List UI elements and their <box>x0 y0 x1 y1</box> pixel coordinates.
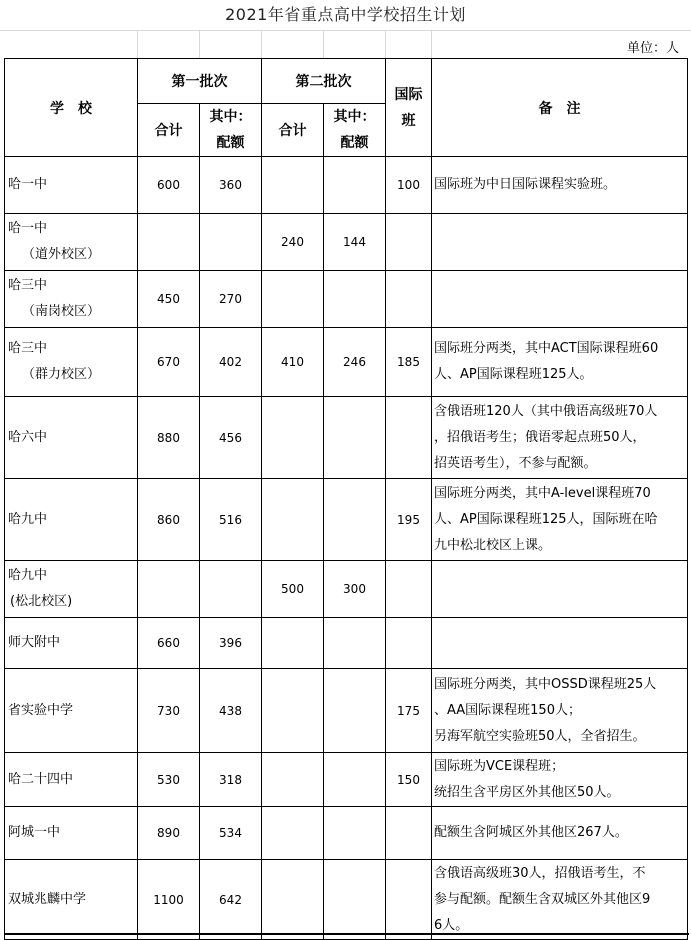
table-row <box>5 157 688 214</box>
table-row <box>5 328 688 397</box>
cell-b1-quota: 396 <box>200 618 262 669</box>
remarks-cell <box>432 860 688 940</box>
cell-b2-quota: 246 <box>324 328 386 397</box>
cell-intl <box>386 860 432 940</box>
school-campus: （群力校区） <box>22 367 101 382</box>
header-b2-total: 合计 <box>262 104 324 157</box>
cell-b1-quota: 318 <box>200 753 262 807</box>
remarks-cell <box>432 397 688 479</box>
school-cell <box>5 807 138 860</box>
cell-b2-quota: 300 <box>324 561 386 618</box>
remarks-line: 国际班为中日国际课程实验班。 <box>434 177 617 192</box>
remarks-line: 国际班分两类，其中OSSD课程班25人 <box>434 676 657 692</box>
grid-cell <box>137 30 200 58</box>
remarks-line: 参与配额。配额生含双城区外其他区9 <box>434 891 651 907</box>
cell-b2-total: 410 <box>262 328 324 397</box>
school-cell <box>5 214 138 271</box>
remarks-line: 含俄语高级班30人，招俄语考生，不 <box>434 865 646 881</box>
header-intl-line2: 班 <box>401 112 416 129</box>
school-cell <box>5 479 138 561</box>
cell-b2-quota <box>324 669 386 753</box>
cell-b2-quota: 144 <box>324 214 386 271</box>
grid-cell <box>323 30 386 58</box>
cell-intl: 150 <box>386 753 432 807</box>
cell-b2-total <box>262 860 324 940</box>
cell-b1-quota <box>200 561 262 618</box>
header-batch2: 第二批次 <box>262 59 386 104</box>
cell-b2-total <box>262 271 324 328</box>
cell-b1-total: 660 <box>138 618 200 669</box>
cell-b2-total: 240 <box>262 214 324 271</box>
remarks-line: 含俄语班120人（其中俄语高级班70人 <box>434 403 658 419</box>
cell-b2-total <box>262 618 324 669</box>
table-row <box>5 214 688 271</box>
cell-b2-total: 500 <box>262 561 324 618</box>
header-intl <box>386 59 432 157</box>
cell-b2-quota <box>324 860 386 940</box>
remarks-cell <box>432 328 688 397</box>
remarks-cell <box>432 479 688 561</box>
school-name: 哈一中 <box>8 221 48 236</box>
title-row <box>0 0 691 31</box>
header-quota-line1: 其中： <box>209 109 252 125</box>
cell-b1-total: 1100 <box>138 860 200 940</box>
remarks-line: 国际班分两类，其中ACT国际课程班60 <box>434 341 659 356</box>
cell-b2-quota <box>324 807 386 860</box>
remarks-cell <box>432 618 688 669</box>
cell-intl <box>386 397 432 479</box>
header-b2-quota <box>324 104 386 157</box>
remarks-cell <box>432 214 688 271</box>
cell-b1-total <box>138 214 200 271</box>
cell-intl <box>386 618 432 669</box>
school-cell <box>5 397 138 479</box>
cell-b1-quota: 360 <box>200 157 262 214</box>
cell-b1-quota: 270 <box>200 271 262 328</box>
school-name: 哈二十四中 <box>8 771 74 787</box>
cell-b2-total <box>262 397 324 479</box>
header-remarks: 备 注 <box>432 59 688 157</box>
cell-b2-total <box>262 157 324 214</box>
remarks-cell <box>432 157 688 214</box>
remarks-cell <box>432 561 688 618</box>
school-cell <box>5 618 138 669</box>
cell-b1-total: 890 <box>138 807 200 860</box>
grid-cell <box>199 30 262 58</box>
school-campus: （南岗校区） <box>22 304 101 319</box>
school-cell <box>5 669 138 753</box>
remarks-cell <box>432 669 688 753</box>
remarks-line: 人、AP国际课程班125人，国际班在哈 <box>434 511 658 527</box>
table-row <box>5 479 688 561</box>
cell-b1-quota: 438 <box>200 669 262 753</box>
school-name: 双城兆麟中学 <box>8 891 87 907</box>
school-name: 省实验中学 <box>8 702 74 718</box>
remarks-line: 6人。 <box>434 917 469 933</box>
header-quota-line1: 其中： <box>333 109 376 125</box>
unit-row <box>0 30 691 58</box>
cell-b2-quota <box>324 271 386 328</box>
cell-b1-total: 600 <box>138 157 200 214</box>
cell-b1-quota: 402 <box>200 328 262 397</box>
table-row <box>5 618 688 669</box>
bottom-border <box>4 933 689 935</box>
table-row <box>5 397 688 479</box>
cell-b1-quota: 642 <box>200 860 262 940</box>
cell-b1-quota: 456 <box>200 397 262 479</box>
grid-cell <box>385 30 432 58</box>
cell-b1-total <box>138 561 200 618</box>
cell-b2-quota <box>324 753 386 807</box>
cell-b1-total: 860 <box>138 479 200 561</box>
header-b1-total: 合计 <box>138 104 200 157</box>
cell-b2-total <box>262 479 324 561</box>
school-name: 哈一中 <box>8 177 48 192</box>
remarks-line: 人、AP国际课程班125人。 <box>434 367 593 382</box>
school-cell <box>5 271 138 328</box>
unit-label: 单位：人 <box>626 41 679 56</box>
remarks-line: 招英语考生），不参与配额。 <box>434 455 597 471</box>
grid-cell <box>261 30 324 58</box>
header-quota-line2: 配额 <box>340 135 369 151</box>
school-cell <box>5 753 138 807</box>
remarks-line: 配额生含阿城区外其他区267人。 <box>434 825 628 840</box>
school-name: 哈九中 <box>8 511 48 527</box>
cell-b2-total <box>262 753 324 807</box>
table-row <box>5 753 688 807</box>
table-row <box>5 807 688 860</box>
remarks-line: 九中松北校区上课。 <box>434 537 552 553</box>
cell-intl: 100 <box>386 157 432 214</box>
header-intl-line1: 国际 <box>394 86 423 103</box>
cell-b1-total: 730 <box>138 669 200 753</box>
cell-b1-total: 880 <box>138 397 200 479</box>
remarks-line: 另海军航空实验班50人，全省招生。 <box>434 728 646 744</box>
header-quota-line2: 配额 <box>216 135 245 151</box>
school-name: 哈六中 <box>8 429 48 445</box>
header-b1-quota <box>200 104 262 157</box>
school-name: 阿城一中 <box>8 825 61 840</box>
remarks-line: ，招俄语考生；俄语零起点班50人， <box>434 429 646 445</box>
cell-intl: 185 <box>386 328 432 397</box>
school-cell <box>5 860 138 940</box>
cell-intl <box>386 807 432 860</box>
cell-b2-quota <box>324 397 386 479</box>
cell-b2-quota <box>324 157 386 214</box>
cell-b1-quota: 534 <box>200 807 262 860</box>
school-cell <box>5 157 138 214</box>
remarks-cell <box>432 807 688 860</box>
page-title: 2021年省重点高中学校招生计划 <box>225 5 466 24</box>
table-row <box>5 271 688 328</box>
school-name: 哈三中 <box>8 341 48 356</box>
table-row <box>5 860 688 940</box>
school-cell <box>5 561 138 618</box>
cell-b2-total <box>262 807 324 860</box>
remarks-line: 、AA国际课程班150人； <box>434 702 581 718</box>
grid-cell <box>0 30 138 58</box>
cell-b1-quota <box>200 214 262 271</box>
table-row <box>5 669 688 753</box>
cell-intl: 195 <box>386 479 432 561</box>
school-cell <box>5 328 138 397</box>
cell-b2-quota <box>324 618 386 669</box>
school-name: 师大附中 <box>8 635 61 650</box>
school-name: 哈九中 <box>8 568 48 583</box>
remarks-cell <box>432 271 688 328</box>
remarks-cell <box>432 753 688 807</box>
school-name: 哈三中 <box>8 278 48 293</box>
school-campus: （道外校区） <box>22 247 101 262</box>
cell-intl <box>386 271 432 328</box>
cell-b1-total: 530 <box>138 753 200 807</box>
cell-intl <box>386 214 432 271</box>
remarks-line: 国际班为VCE课程班； <box>434 758 565 774</box>
cell-b1-total: 450 <box>138 271 200 328</box>
cell-intl <box>386 561 432 618</box>
cell-b1-total: 670 <box>138 328 200 397</box>
remarks-line: 国际班分两类，其中A-level课程班70 <box>434 485 651 501</box>
table-row <box>5 561 688 618</box>
remarks-line: 统招生含平房区外其他区50人。 <box>434 784 620 800</box>
cell-intl: 175 <box>386 669 432 753</box>
cell-b2-quota <box>324 479 386 561</box>
header-school: 学 校 <box>5 59 138 157</box>
school-campus: (松北校区) <box>10 594 73 609</box>
enrollment-table <box>4 58 688 940</box>
header-batch1: 第一批次 <box>138 59 262 104</box>
cell-b1-quota: 516 <box>200 479 262 561</box>
cell-b2-total <box>262 669 324 753</box>
